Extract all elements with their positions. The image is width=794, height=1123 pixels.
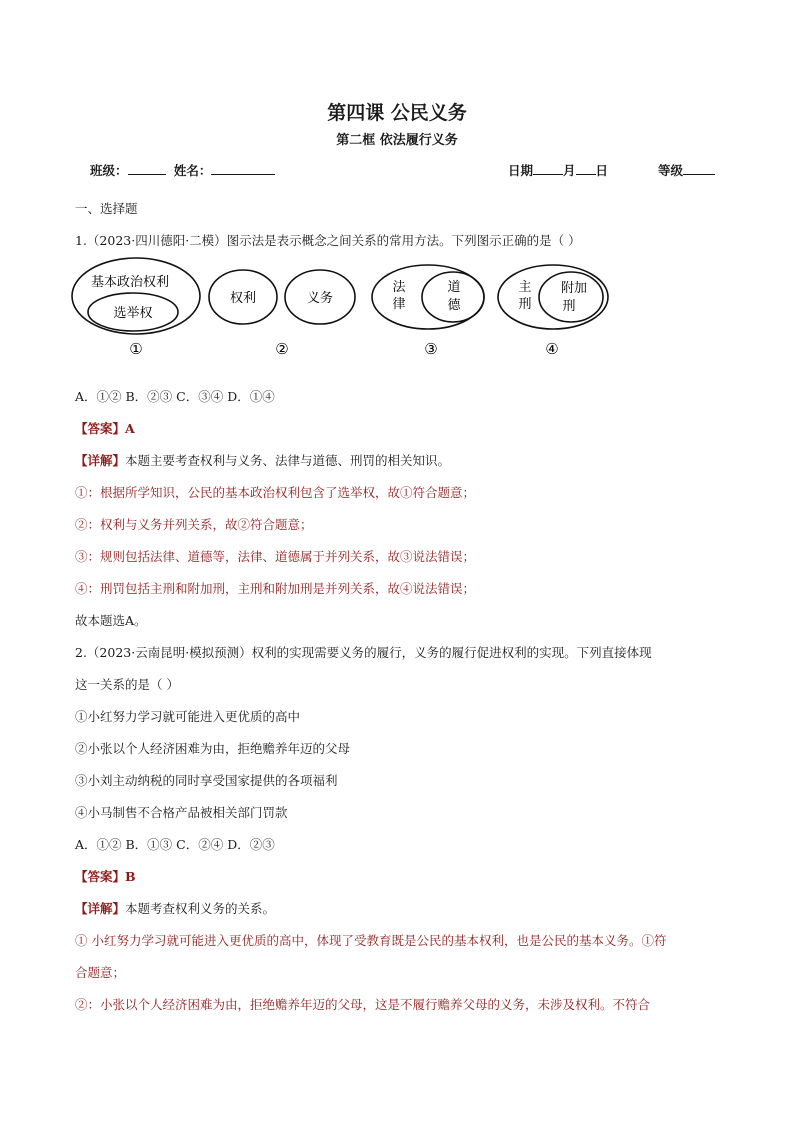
q2-choice-2: ②小张以个人经济困难为由，拒绝赡养年迈的父母	[75, 741, 351, 756]
diagram-4-inner-line1: 附加	[560, 281, 588, 296]
page-subtitle: 第二框 依法履行义务	[336, 133, 458, 148]
class-label: 班级：	[90, 163, 128, 178]
q1-conclusion: 故本题选A。	[75, 613, 147, 628]
class-blank[interactable]	[128, 162, 166, 175]
diagram-2	[209, 270, 355, 358]
diagram-4-outer-line1: 主	[518, 280, 532, 295]
q1-point-1: ①：根据所学知识，公民的基本政治权利包含了选举权，故①符合题意；	[75, 485, 476, 500]
diagram-4	[498, 265, 608, 358]
date-label: 日期	[508, 163, 534, 178]
page-title: 第四课 公民义务	[327, 102, 467, 124]
diagram-3-outer-line2: 律	[392, 297, 406, 312]
section-heading: 一、选择题	[75, 201, 138, 216]
q1-detail	[75, 451, 450, 469]
diagram-2-number: ②	[275, 340, 289, 358]
q2-choice-4: ④小马制售不合格产品被相关部门罚款	[75, 805, 288, 820]
q2-stem-line1: 2.（2023·云南昆明·模拟预测）权利的实现需要义务的履行，义务的履行促进权利的实现。下列直接体现	[75, 645, 652, 660]
diagram-1-inner-label: 选举权	[113, 306, 153, 321]
q2-choice-1: ①小红努力学习就可能进入更优质的高中	[75, 709, 301, 724]
q1-answer: 【答案】A	[75, 421, 135, 436]
month-blank[interactable]	[533, 162, 563, 175]
day-label: 日	[595, 163, 609, 178]
month-label: 月	[563, 163, 576, 178]
q1-detail-tag: 【详解】	[75, 453, 126, 468]
q2-answer: 【答案】B	[75, 869, 136, 884]
grade-blank[interactable]	[683, 162, 715, 175]
diagram-3-inner-line1: 道	[447, 280, 461, 295]
q2-point-1-line2: 合题意；	[75, 965, 126, 980]
grade-label: 等级	[658, 163, 684, 178]
diagram-1	[72, 258, 200, 358]
diagram-1-outer-label: 基本政治权利	[90, 275, 170, 290]
q1-point-3: ③：规则包括法律、道德等，法律、道德属于并列关系，故③说法错误；	[75, 549, 476, 564]
diagram-4-inner-line2: 刑	[562, 299, 576, 314]
q2-detail-tag: 【详解】	[75, 901, 126, 916]
q1-stem: 1.（2023·四川德阳·二模）图示法是表示概念之间关系的常用方法。下列图示正确的是（ ）	[75, 233, 581, 248]
diagram-1-number: ①	[129, 340, 143, 358]
diagram-3-number: ③	[424, 340, 438, 358]
q2-choice-3: ③小刘主动纳税的同时享受国家提供的各项福利	[75, 773, 338, 788]
diagram-3-inner-line2: 德	[447, 298, 461, 313]
diagram-4-number: ④	[545, 340, 559, 358]
diagram-3	[372, 265, 484, 358]
q1-point-2: ②：权利与义务并列关系，故②符合题意；	[75, 517, 313, 532]
q2-stem-line2: 这一关系的是（ ）	[75, 677, 179, 692]
q2-point-1-line1: ① 小红努力学习就可能进入更优质的高中，体现了受教育既是公民的基本权利，也是公民的基本义务。①符	[75, 933, 667, 948]
q1-point-4: ④：刑罚包括主刑和附加刑，主刑和附加刑是并列关系，故④说法错误；	[75, 581, 476, 596]
q2-options: A．①② B．①③ C．②④ D．②③	[75, 837, 275, 852]
q1-diagrams	[70, 255, 630, 365]
class-field	[90, 161, 275, 179]
q2-detail-intro: 本题考查权利义务的关系。	[125, 901, 276, 916]
diagram-2-right-label: 义务	[306, 291, 334, 306]
diagram-3-outer-line1: 法	[392, 280, 406, 295]
grade-field	[658, 161, 715, 179]
q2-detail	[75, 899, 275, 917]
name-blank[interactable]	[211, 162, 275, 175]
diagram-2-left-label: 权利	[229, 291, 257, 306]
q1-options: A．①② B．②③ C．③④ D．①④	[75, 389, 275, 404]
q1-detail-intro: 本题主要考查权利与义务、法律与道德、刑罚的相关知识。	[125, 453, 451, 468]
name-label: 姓名：	[173, 163, 212, 178]
date-field	[508, 161, 608, 179]
q2-point-2-line1: ②：小张以个人经济困难为由，拒绝赡养年迈的父母，这是不履行赡养父母的义务，未涉及权利。不符合	[75, 997, 651, 1012]
diagram-4-outer-line2: 刑	[518, 297, 532, 312]
day-blank[interactable]	[576, 162, 596, 175]
